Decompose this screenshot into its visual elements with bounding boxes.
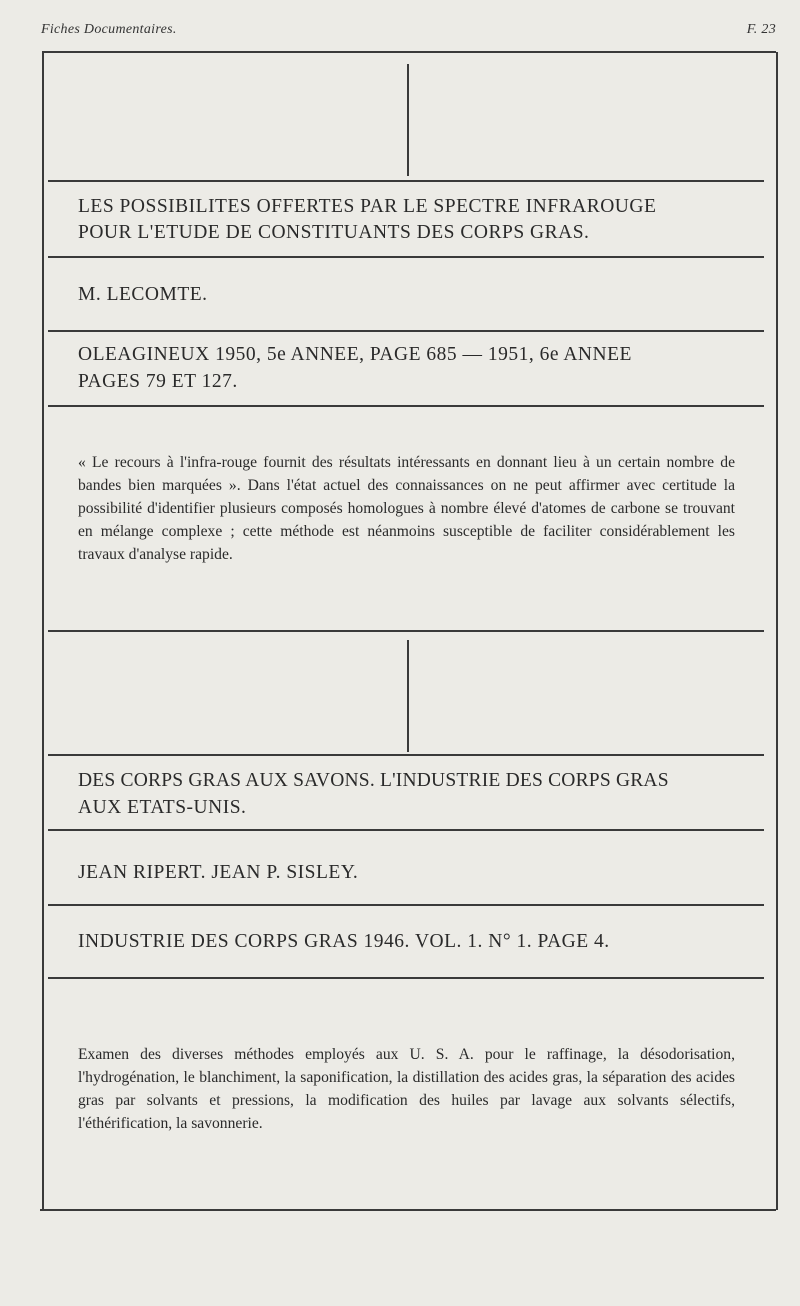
card1-source-line2: PAGES 79 ET 127. bbox=[78, 371, 238, 392]
rule-bottom bbox=[40, 1209, 776, 1211]
rule-summary-1-top bbox=[48, 405, 764, 407]
card2-title-line2: AUX ETATS-UNIS. bbox=[78, 797, 247, 818]
center-divider-1 bbox=[407, 64, 409, 176]
page-number: F. 23 bbox=[746, 22, 776, 37]
rule-title-2-top bbox=[48, 754, 764, 756]
card1-summary: « Le recours à l'infra-rouge fournit des résultats intéressants en donnant lieu à un certain nombre de bandes bien marquées ». Dans l'état actuel des connaissances on ne peut affirmer avec certitude la possibilité d'identifier plusieurs composés homologues à nombre élevé d'atomes de carbone se trouvant en mélange complexe ; cette méthode est néanmoins susceptible de faciliter considérablement les travaux d'analyse rapide. bbox=[78, 454, 735, 563]
card2-author: JEAN RIPERT. JEAN P. SISLEY. bbox=[78, 862, 359, 883]
card1-title-line2: POUR L'ETUDE DE CONSTITUANTS DES CORPS GRAS. bbox=[78, 222, 590, 243]
rule-top bbox=[42, 51, 776, 53]
card2-source: INDUSTRIE DES CORPS GRAS 1946. VOL. 1. N° 1. PAGE 4. bbox=[78, 931, 610, 952]
rule-card2-top bbox=[48, 630, 764, 632]
rule-author-1-top bbox=[48, 256, 764, 258]
rule-author-2-top bbox=[48, 829, 764, 831]
rule-title-1-top bbox=[48, 180, 764, 182]
center-divider-2 bbox=[407, 640, 409, 752]
card1-title-line1: LES POSSIBILITES OFFERTES PAR LE SPECTRE INFRAROUGE bbox=[78, 196, 657, 217]
running-head-left: Fiches Documentaires. bbox=[41, 22, 177, 37]
rule-summary-2-top bbox=[48, 977, 764, 979]
card1-source-line1: OLEAGINEUX 1950, 5e ANNEE, PAGE 685 — 1951, 6e ANNEE bbox=[78, 344, 632, 365]
card2-title-line1: DES CORPS GRAS AUX SAVONS. L'INDUSTRIE DES CORPS GRAS bbox=[78, 770, 669, 791]
card2-summary: Examen des diverses méthodes employés aux U. S. A. pour le raffinage, la désodorisation, l'hydrogénation, le blanchiment, la saponification, la distillation des acides gras, la séparation des acides gras par solvants et pressions, la modification des huiles par lavage aux solvants sélectifs, l'éthérification, la savonnerie. bbox=[78, 1046, 735, 1132]
rule-source-2-top bbox=[48, 904, 764, 906]
card1-author: M. LECOMTE. bbox=[78, 284, 208, 305]
rule-source-1-top bbox=[48, 330, 764, 332]
